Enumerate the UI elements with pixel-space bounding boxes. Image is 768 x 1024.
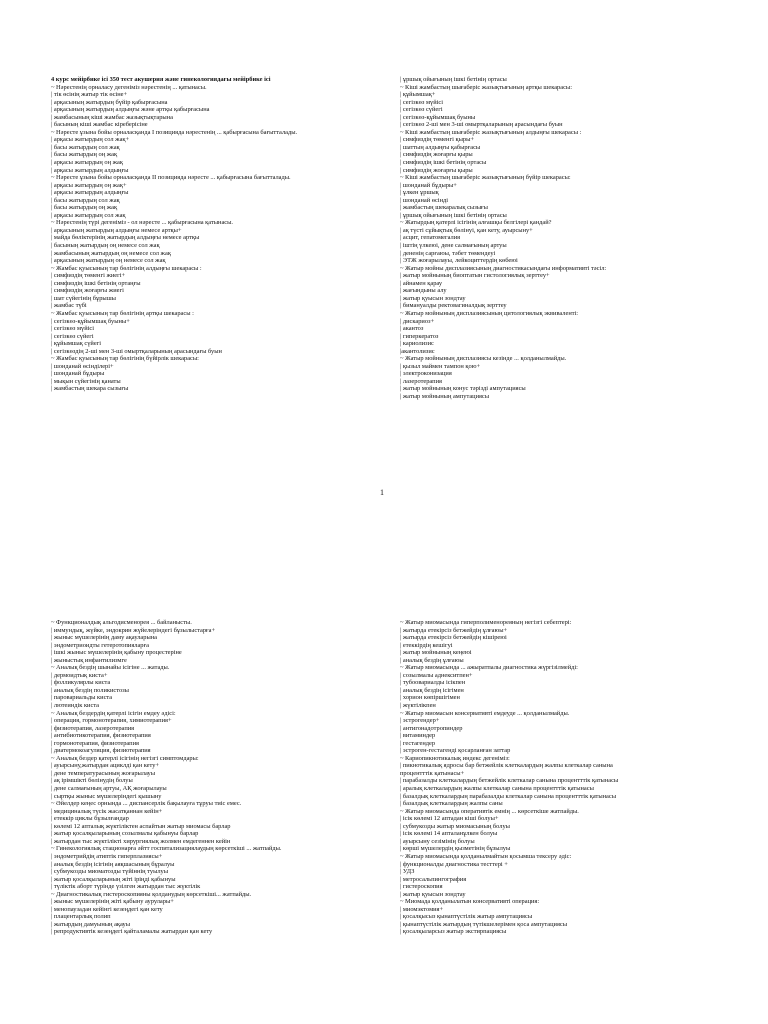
answer-line: | витаминдер [400,732,436,740]
answer-line: | ісік көлемі 14 апталанұлкен болуы [400,830,498,838]
answer-line: | түліктік аборт түрінде үзілген жатырдан тыс жүктілік [51,883,201,891]
answer-line: | эндометриоидты гетеротопияларға [51,641,149,649]
answer-line: | басының кіші жамбас кіреберісіне [51,121,148,129]
answer-line: | симфиздің төменгі қыры+ [400,136,474,144]
answer-line: | иммундық, жүйке, эндокрин жүйелеріндегі бұзылыстарға+ [51,626,216,634]
answer-line: | қынаптүстілік жатырдың түтікшелерімен қоса ампутациясы [400,920,568,928]
answer-line: | жатыр мойнының биоптатын гистологиялық зерттеу+ [400,272,550,280]
answer-line: |акантолизис [400,347,435,355]
answer-line: | дермоидтық киста+ [51,671,108,679]
answer-line: | кариолизис [400,340,434,348]
question-line: ~ Кіші жамбастың шығаберіс жазықтығының алдыңғы шекарасы : [400,128,582,136]
answer-line: | басы жатырдың оң жақ [51,204,118,212]
answer-line: | мықын сүйегінің қанаты [51,377,121,385]
answer-line: | құйымшақ+ [400,91,436,99]
answer-line: | ақ ірімшікті бөлінудің болуы [51,777,133,785]
question-line: ~ Жатыр миомасында қолданылмайтын қосымша тексеру әдіс: [400,852,572,860]
answer-line: | аналық бездің ісігінің аяқшасының бұралуы [51,860,175,868]
question-line: ~ Әйелдер кеңес орнында ... диспансерлік бақылауға тұруы тиіс емес. [51,800,242,808]
question-line: ~ Жатыр миомасында гиперполименореяның негізгі себептері: [400,619,572,626]
answer-line: | жағындыны алу [400,287,447,295]
answer-line: | шат сүйегінің бұрышы [51,294,116,302]
answer-line: | жамбасының кіші жамбас жазықтықтарына [51,113,173,121]
answer-line: | жүктілікпен [400,702,436,710]
answer-line: | тік өсінің жатыр тік өсіне+ [51,91,128,99]
question-line: ~ Жатыр мойны дисплазиясының диагностикасындағы информативті тәсіл: [400,264,607,272]
question-line: ~ Нәрестенің орналасу дегеніміз нәрестенің ... қатынасы. [51,83,207,91]
answer-line: | арқасы жатырдың алдыңғы [51,166,129,174]
question-line: ~ Аналық бездер қатерлі ісігінің негізгі симптомдары: [51,754,199,762]
answer-line: | сыртқы жыныс мүшелеріндегі қышыну [51,792,162,800]
answer-line: | жамбастың шекаралық сызығы [400,204,488,212]
answer-line: | гистероскопия [400,883,443,891]
answer-line: | арқасының жатырдың алдыңғы немесе артқы+ [51,226,182,234]
answer-line: | бимануалды ректовагиналдық зерттеу [400,302,507,310]
answer-line: | қосалқыларсыз жатыр экстирпациясы [400,928,507,936]
answer-line: | етеккір циклы бұзылғандар [51,815,129,823]
question-line: ~ Кариопикнотикалық индекс дегеніміз: [400,754,510,762]
answer-line: | базалдық клеткалардың жалпы саны [400,800,503,808]
question-line: ~ Жатыр миомасында оперативтік емнің ... көрсеткіше жатпайды. [400,807,579,815]
answer-line: | эстрогендер+ [400,717,440,725]
answer-line: | арқасының жатырдың алдыңғы және артқы қабырғасына [51,106,210,114]
answer-line: | базалдық клеткалардың парабазалды клеткалар санына процентттік қатынасы [400,792,617,800]
answer-line: | сегізкөздің 2-ші мен 3-ші омыртқаларының арасындағы буын [51,347,222,355]
question-line: ~ Жамбас қуысының тар бөлігінің артқы шекарасы : [51,309,194,317]
answer-line: | лазеротерапия [400,377,442,385]
answer-line: | гиперкератоз [400,332,439,340]
answer-line: | жатыр мойнының кеңеюі [400,649,472,657]
answer-line: | арқасының жатырдың бүйір қабырғасына [51,98,168,106]
answer-line: | физиотерапия, лазеротерапия [51,724,135,732]
answer-line: | шонданай бұдыры+ [400,181,457,189]
question-line: ~ Аналық бездердің қатерлі ісігін емдеу әдісі: [51,709,176,717]
answer-line: | антибиотикотерапия, физиотерапия [51,732,151,740]
answer-line: | антигонадотропиндер [400,724,463,732]
answer-line: | жыныстық инфантилизмге [51,656,127,664]
question-line: ~ Миомада қолданылатын консервативті операция: [400,898,540,906]
answer-line: | сегізкөз мүйісі [51,325,95,333]
answer-line: | шаттың алдыңғы қабырғасы [400,143,481,151]
answer-line: | субмукозды жатыр миомасының болуы [400,822,510,830]
answer-line: | медициналық түсік жасатқаннан кейін+ [51,807,163,815]
document-title: 4 курс мейірбике ісі 350 тест акушерия және гинекологиядағы мейірбике ісі [51,76,271,83]
page2-left-column [51,619,391,936]
answer-line: | басы жатырдың сол жақ [51,143,120,151]
answer-line: | миомэктомия+ [400,905,444,913]
answer-line: | басы жатырдың сол жақ [51,196,120,204]
answer-line: | симфиздің жоғарғы қыры [400,166,473,174]
answer-line: | жатырда етекірсіз бетжейдің ұлғаюы+ [400,626,508,634]
answer-line: | жамбас түбі [51,302,87,310]
answer-line: | іштің үлкеюі, дене салмағының артуы [400,242,507,250]
answer-line: | фолликулярлы киста [51,679,111,687]
question-line: ~ Жатыр миомасында ... ажыратпалы диагностика жүргізілмейді: [400,664,578,672]
question-line: ~ Аналық бездің шынайы ісігіне ... жатады. [51,664,170,672]
answer-line: | аралық клеткалардың жалпы клеткалар санына процентттік қатынасы [400,785,594,793]
answer-line: | симфиздің жоғарғы жиегі [51,287,124,295]
answer-line: | басы жатырдың оң жақ [51,151,118,159]
answer-line: | жатыр қосалқыларының созылмалы қабынуы барлар [51,830,199,838]
answer-line: | аналық бездің ісігімен [400,686,464,694]
answer-line: | гормонотерапия, физиотерапия [51,739,139,747]
answer-line: | созылмалы аднекситпен+ [400,671,473,679]
answer-line: | ауырсыну сезімінің болуы [400,837,475,845]
answer-line: | репродуктивтік кезеңдегі қайталамалы жатырдан қан кету [51,928,213,936]
answer-line: | шонданай өсінді [400,196,449,204]
answer-line: | симфиздің ішкі бетінің ортасы [400,159,487,167]
answer-line: | арқасы жатырдың алдыңғы [51,189,129,197]
answer-line: | көлемі 12 апталық жүктіліктен аспайтын жатыр миомасы барлар [51,822,231,830]
answer-line: | жатырда етекірсіз бетжейдің кішіреюі [400,634,507,642]
answer-line: | ұршық ойығының ішкі бетінің ортасы [400,211,507,219]
question-line: ~ Нәрестенің түрі дегеніміз - ол нәресте ... қабырғасына қатынасы. [51,219,234,227]
question-line: ~ Жатыр миомасын консервативті емдеуде ... қолданылмайды. [400,709,570,717]
answer-line: | қызыл маймен тампон қою+ [400,362,481,370]
answer-line: | пикнотикалық ядросы бар бетжейлік клеткалардың жалпы клеткалар санына [400,762,613,770]
answer-line: | көрші мүшелердің қызметінің бұзылуы [400,845,511,853]
answer-line: | сегізкөз-құйымшақ буыны+ [51,317,130,325]
answer-line: | дискариоз+ [400,317,435,325]
answer-line: | диатермокоагуляция, физиотерапия [51,747,151,755]
question-line: ~ Гинекологиялық стационарға әйтт госпитализациялаудың көрсеткіші ... жатпайды. [51,845,282,853]
question-line: ~ Диагностикалық гистероскопияны қолданудың көрсеткіші... жатпайды. [51,890,252,898]
answer-line: | арқасының жатырдың оң немесе сол жақ [51,257,166,265]
answer-line: | құйымшақ сүйегі [51,340,102,348]
answer-line: | жыныс мүшелерінің жіті қабыну аурулары+ [51,898,174,906]
question-line: ~ Функционалдық альгодисменорея ... байланысты. [51,619,192,626]
answer-line: | дененің сарғаюы, тәбет төмендеуі [400,249,496,257]
answer-line: | функционалды диагностика тесттері + [400,860,508,868]
answer-line: | ЭТЖ жоғарылауы, лейкоциттердің көбеюі [400,257,518,265]
page-number: 1 [380,488,384,497]
answer-line: | тубоовариалды ісікпен [400,679,466,687]
answer-line: | жатыр қуысын зондтау [400,294,466,302]
answer-line: | ішкі жыныс мүшелерінің қабыну процестеріне [51,649,182,657]
question-line: ~ Жамбас қуысының тар бөлігінің бүйірлік шекарасы: [51,355,199,363]
answer-line: | етеккірдің кешігуі [400,641,453,649]
answer-line: процентттік қатынасы+ [400,769,465,777]
answer-line: | паровариальды киста [51,694,113,702]
answer-line: | ақ түсті сұйықтық бөлінуі, қан кету, ауырсыну+ [400,226,533,234]
question-line: ~ Нәресте ұзына бойы орналасқанда II позицияда нәресте ... қабырғасына бағытталады. [51,174,291,182]
answer-line: | арқасы жатырдың оң жақ+ [51,181,127,189]
answer-line: | жамбастың шекара сызығы [51,385,129,393]
answer-line: | ұлкен ұршық [400,189,439,197]
answer-line: | УДЗ [400,868,415,876]
answer-line: | хорион көпіршігімен [400,694,460,702]
answer-line: | аналық бездің поликистозы [51,686,129,694]
answer-line: | эндометрийдің атиптік гиперплазиясы+ [51,852,163,860]
answer-line: | жатыр қосалқыларының жіті іріңді қабынуы [51,875,176,883]
answer-line: | электроконизация [400,370,452,378]
answer-line: | басының жатырдың оң немесе сол жақ [51,242,160,250]
answer-line: | сегізкөз-құйымшақ буыны [400,113,476,121]
answer-line: | шонданай бұдыры [51,370,105,378]
answer-line: | гестагендер [400,739,436,747]
question-line: ~ Жатыр мойнының дисплазиясы кезінде ... қолданылмайды. [400,355,567,363]
page1-right-column [400,76,740,401]
answer-line: | метросальпингография [400,875,467,883]
answer-line: | айнамен қарау [400,279,443,287]
answer-line: | сегізкөз 2-ші мен 3-ші омыртқаларының арасындағы буын [400,121,563,129]
answer-line: | дене салмағының артуы, АҚ жоғарылауы [51,785,167,793]
question-line: ~ Кіші жамбастың шығаберіс жазықтығының артқы шекарасы: [400,83,572,91]
question-line: ~ Жатыр мойнының дисплазиясының цитологиялық эквиваленті: [400,309,579,317]
answer-line: | жамбасының жатырдың оң немесе сол жақ [51,249,171,257]
answer-line: | плацентарлық полип [51,913,111,921]
answer-line: | жыныс мүшелерінің даму ақауларына [51,634,158,642]
answer-line: | субмукозды миоматозды түйіннің туылуы [51,868,169,876]
answer-line: | шонданай өсінділері+ [51,362,114,370]
question-line: ~ Кіші жамбастың шығаберіс жазықтығының бүйір шекарасы: [400,174,571,182]
answer-line: | жатыр мойнының конус тәрізді ампутациясы [400,385,526,393]
question-line: ~ Нәресте ұзына бойы орналасқанда I позицияда нәрестенің ... қабырғасына бағытталады. [51,128,298,136]
answer-line: | жатыр мойнының ампутациясы [400,392,490,400]
answer-line: | дене температурасының жоғарылауы [51,769,155,777]
answer-line: | жатырдың дамуының ақауы [51,920,131,928]
answer-line: | ісік көлемі 12 аптадан кіші болуы+ [400,815,499,823]
answer-line: | акантоз [400,325,424,333]
answer-line: | менопаузадан кейінгі кезеңдегі қан кету [51,905,163,913]
answer-line: | жатыр қуысын зондтау [400,890,466,898]
answer-line: | сегізкөз сүйегі [400,106,443,114]
answer-line: | асцит, гепатомегалия [400,234,461,242]
answer-line: | симфиздің ішкі бетінің ортаңғы [51,279,141,287]
question-line: ~ Жатырдың қатерлі ісігінің алғашқы белгілері қандай? [400,219,552,227]
answer-line: | симфиздің жоғарғы қыры [400,151,473,159]
answer-line: | симфиздің төменгі жиегі+ [51,272,126,280]
answer-line: | жатырдан тыс жүктілікті хирургиялық жолмен емдегеннен кейін [51,837,231,845]
page1-left-column [51,76,391,393]
answer-line: | ұршық ойығының ішкі бетінің ортасы [400,76,507,83]
answer-line: | сегізкөз мүйісі [400,98,444,106]
answer-line: | майда бөліктерінің жатырдың алдыңғы немесе артқы [51,234,200,242]
answer-line: | сегізкөз сүйегі [51,332,94,340]
answer-line: | ауырсыну,жатырдан ациклді қан кету+ [51,762,160,770]
answer-line: | қосалқысыз қынаптүстілік жатыр ампутациясы [400,913,533,921]
answer-line: | лютеиндік киста [51,702,100,710]
answer-line: | операция, гормонотерапия, химиотерапия+ [51,717,172,725]
answer-line: | аналық бездің ұлғаюы [400,656,464,664]
answer-line: | арқасы жатырдың сол жақ [51,211,126,219]
answer-line: | парабазалды клеткалардың бетжейлік клеткалар санына процентттік қатынасы [400,777,619,785]
question-line: ~ Жамбас қуысының тар бөлігінің алдыңғы шекарасы : [51,264,202,272]
page2-right-column [400,619,740,936]
answer-line: | арқасы жатырдың сол жақ+ [51,136,130,144]
answer-line: | арқасы жатырдың оң жақ [51,159,123,167]
answer-line: | эстроген-гестагенді қосарланған заттар [400,747,511,755]
